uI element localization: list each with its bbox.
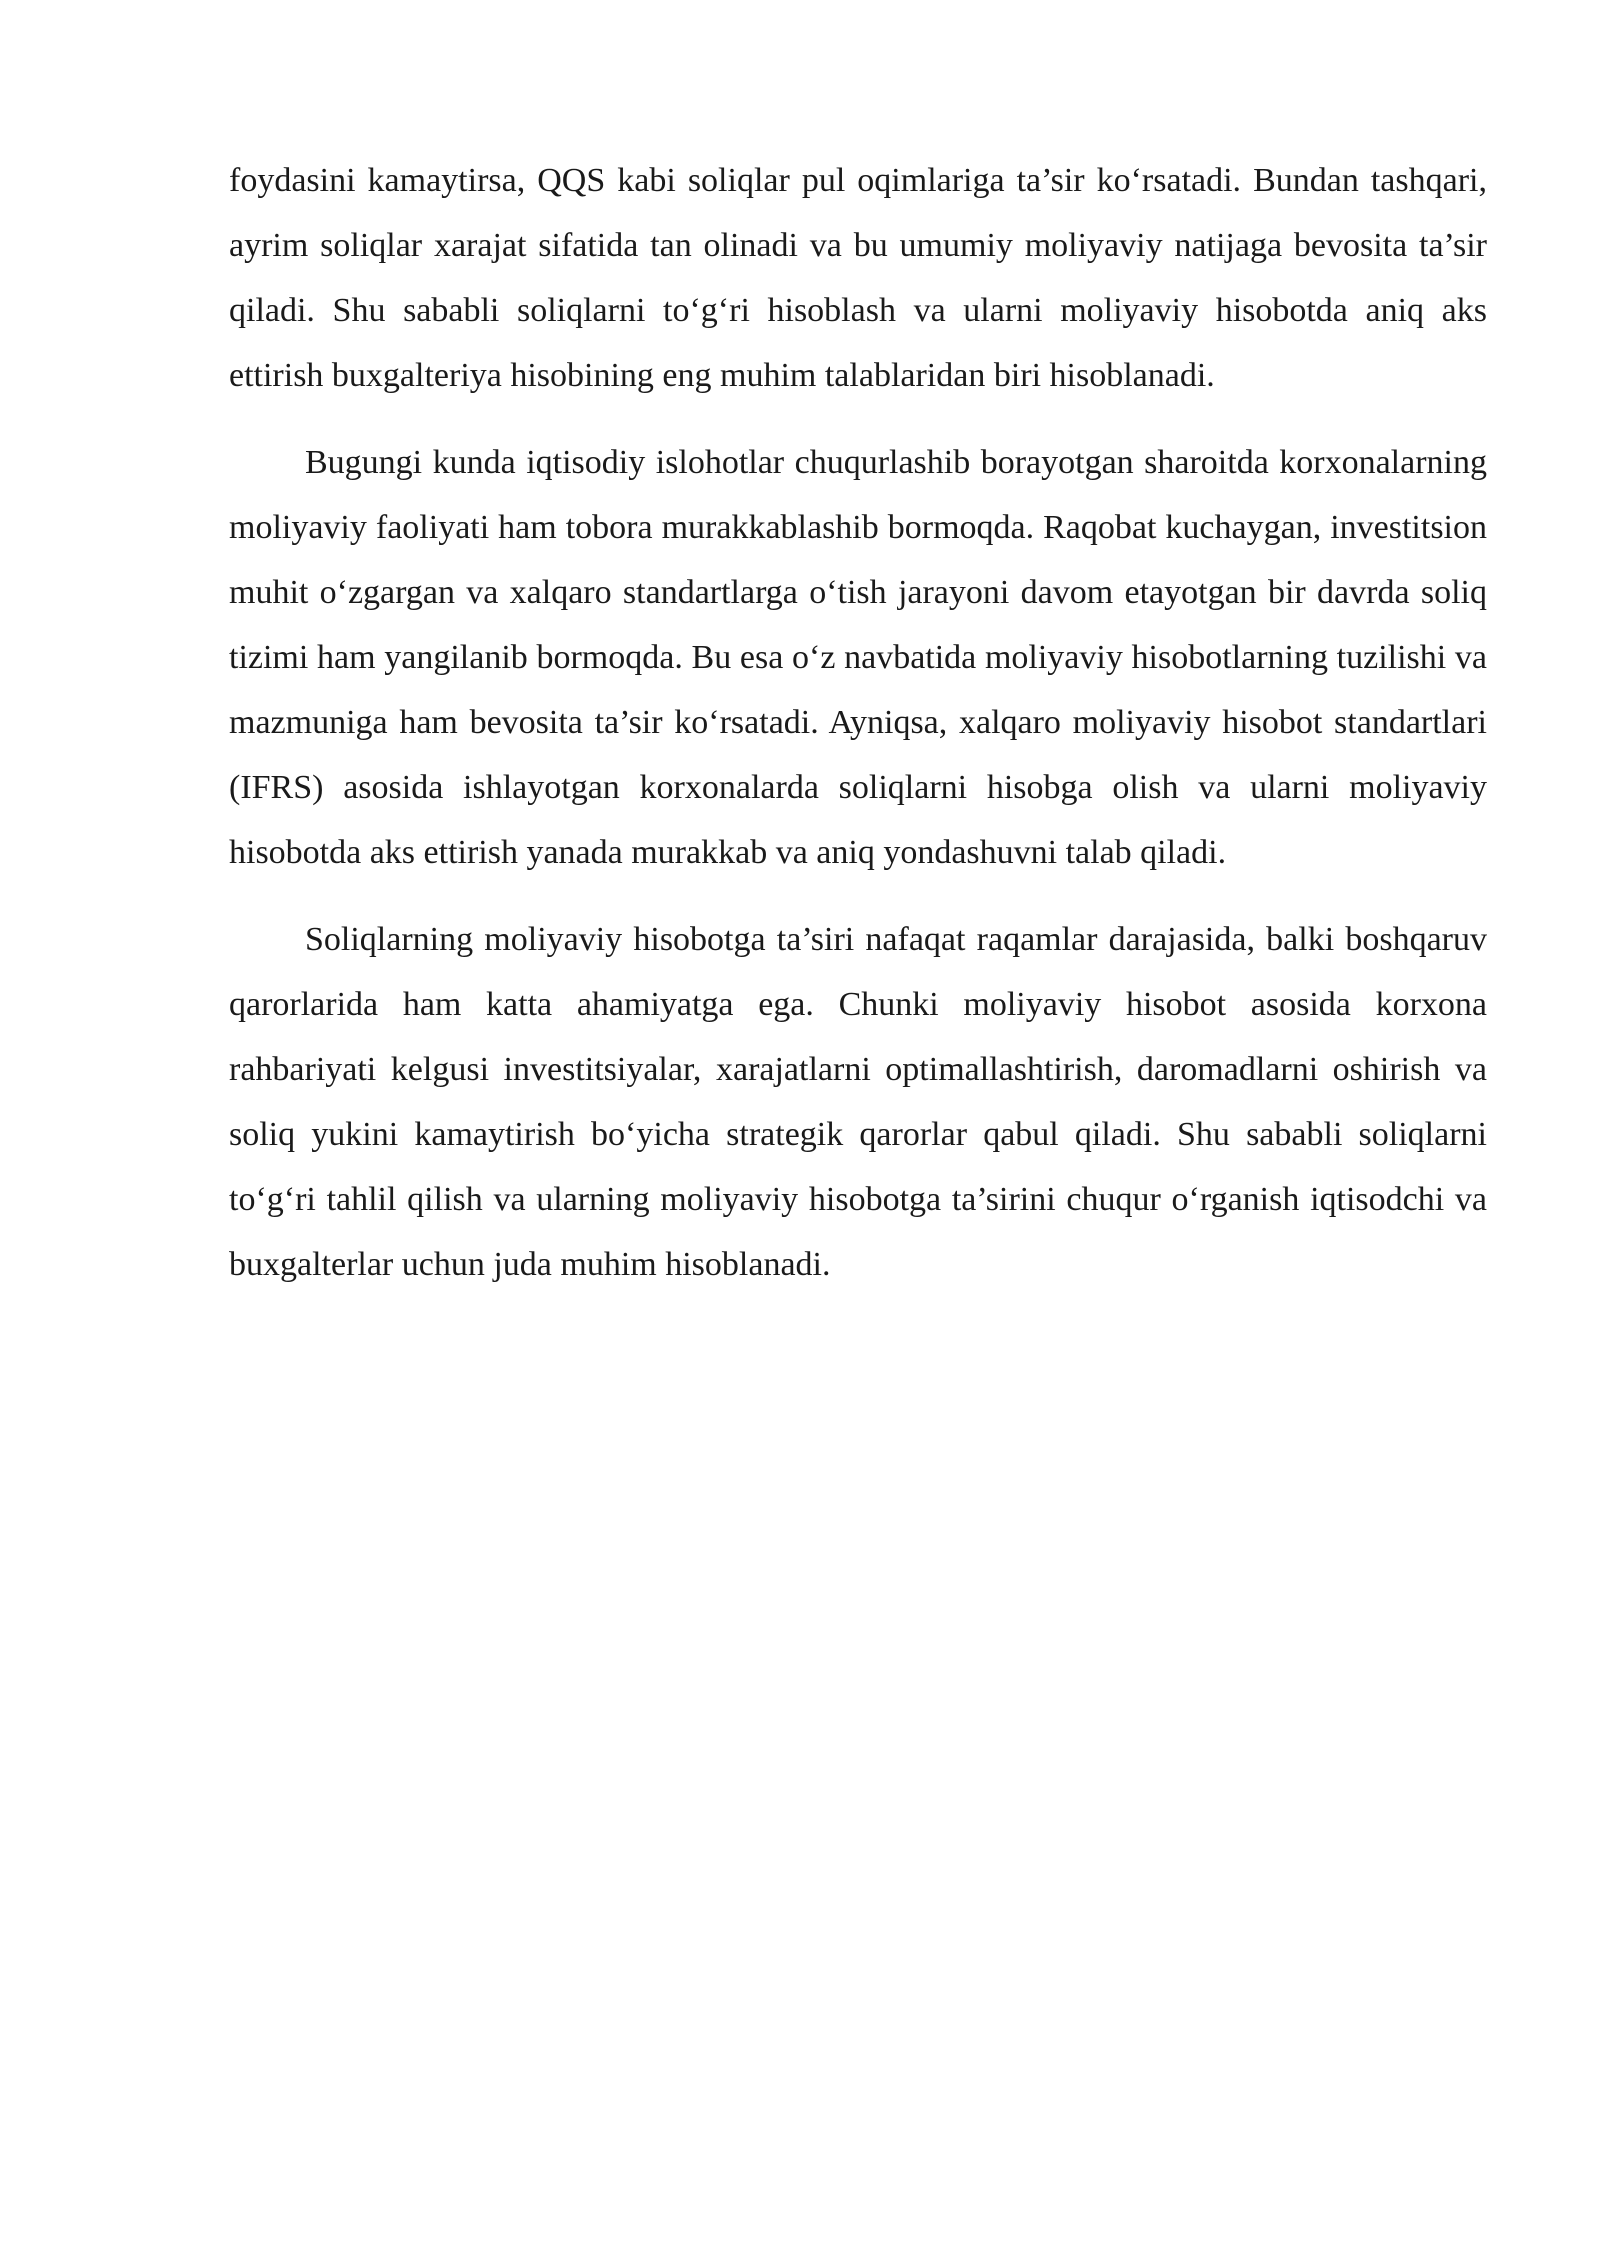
document-body <box>229 148 1487 1319</box>
paragraph-management-decisions: Soliqlarning moliyaviy hisobotga ta’siri nafaqat raqamlar darajasida, balki boshqaruv qarorlarida ham katta ahamiyatga ega. Chunki moliyaviy hisobot asosida korxona rahbariyati kelgusi investitsiyalar, xarajatlarni optimallashtirish, daromadlarni oshirish va soliq yukini kamaytirish bo‘yicha strategik qarorlar qabul qiladi. Shu sababli soliqlarni to‘g‘ri tahlil qilish va ularning moliyaviy hisobotga ta’sirini chuqur o‘rganish iqtisodchi va buxgalterlar uchun juda muhim hisoblanadi. <box>229 921 1487 1283</box>
paragraph-continuation: foydasini kamaytirsa, QQS kabi soliqlar pul oqimlariga ta’sir ko‘rsatadi. Bundan tashqari, ayrim soliqlar xarajat sifatida tan olinadi va bu umumiy moliyaviy natijaga bevosita ta’sir qiladi. Shu sababli soliqlarni to‘g‘ri hisoblash va ularni moliyaviy hisobotda aniq aks ettirish buxgalteriya hisobining eng muhim talablaridan biri hisoblanadi. <box>229 162 1487 394</box>
paragraph-economic-reforms: Bugungi kunda iqtisodiy islohotlar chuqurlashib borayotgan sharoitda korxonalarning moliyaviy faoliyati ham tobora murakkablashib bormoqda. Raqobat kuchaygan, investitsion muhit o‘zgargan va xalqaro standartlarga o‘tish jarayoni davom etayotgan bir davrda soliq tizimi ham yangilanib bormoqda. Bu esa o‘z navbatida moliyaviy hisobotlarning tuzilishi va mazmuniga ham bevosita ta’sir ko‘rsatadi. Ayniqsa, xalqaro moliyaviy hisobot standartlari (IFRS) asosida ishlayotgan korxonalarda soliqlarni hisobga olish va ularni moliyaviy hisobotda aks ettirish yanada murakkab va aniq yondashuvni talab qiladi. <box>229 444 1487 871</box>
